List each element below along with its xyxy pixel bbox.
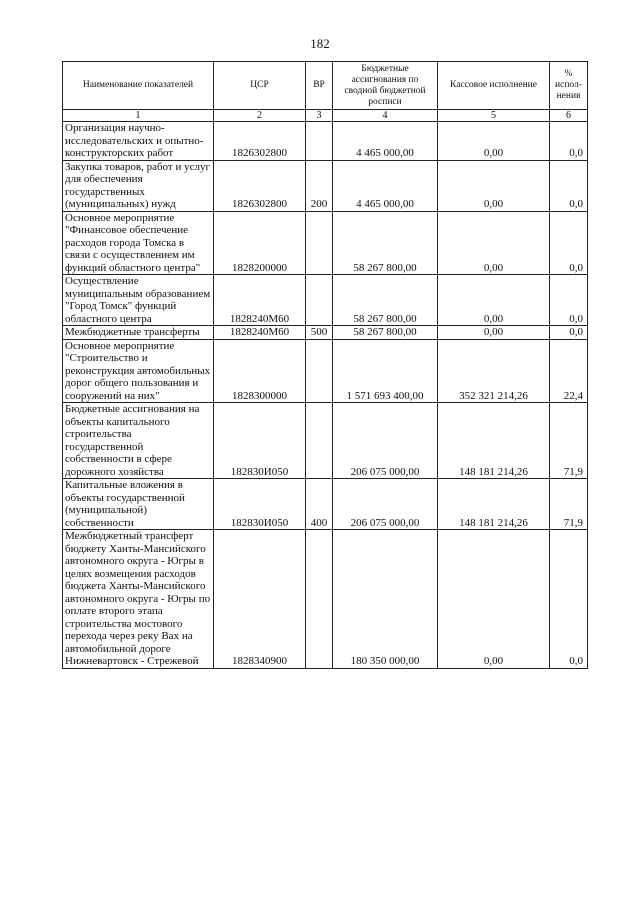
header-vr: ВР [306,62,333,110]
row-vr [306,403,333,479]
row-cash-execution: 0,00 [438,122,550,161]
row-indicator-name: Межбюджетный трансферт бюджету Ханты-Мансийского автономного округа - Югры в целях возмещения расходов бюджета Ханты-Мансийского автономного округа - Югры по оплате второго этапа строительства мостового перехода через реку Вах на автомобильной дороге Нижневартовск - Стрежевой [63,530,214,669]
row-vr [306,339,333,403]
column-number: 6 [550,110,588,122]
row-budget-assigned: 180 350 000,00 [333,530,438,669]
row-cash-execution: 0,00 [438,326,550,340]
row-execution-percent: 0,0 [550,160,588,211]
table-row [63,160,588,211]
header-indicator-name: Наименование показателей [63,62,214,110]
row-vr: 200 [306,160,333,211]
row-vr [306,275,333,326]
row-cash-execution: 0,00 [438,275,550,326]
table-row [63,403,588,479]
row-cash-execution: 0,00 [438,160,550,211]
row-vr [306,122,333,161]
row-execution-percent: 0,0 [550,122,588,161]
row-vr: 400 [306,479,333,530]
column-number: 2 [214,110,306,122]
row-indicator-name: Основное мероприятие "Финансовое обеспечение расходов города Томска в связи с осуществлением им функций областного центра" [63,211,214,275]
table-row [63,122,588,161]
row-indicator-name: Капитальные вложения в объекты государственной (муниципальной) собственности [63,479,214,530]
row-csr: 182830И050 [214,403,306,479]
row-csr: 1828200000 [214,211,306,275]
column-number: 4 [333,110,438,122]
row-cash-execution: 0,00 [438,211,550,275]
row-budget-assigned: 58 267 800,00 [333,326,438,340]
row-csr: 1828240М60 [214,326,306,340]
row-vr [306,211,333,275]
row-budget-assigned: 206 075 000,00 [333,403,438,479]
header-execution-percent: % испол-нения [550,62,588,110]
row-budget-assigned: 4 465 000,00 [333,160,438,211]
row-csr: 1826302800 [214,122,306,161]
row-budget-assigned: 4 465 000,00 [333,122,438,161]
table-row [63,339,588,403]
header-cash-execution: Кассовое исполнение [438,62,550,110]
row-indicator-name: Основное мероприятие "Строительство и реконструкция автомобильных дорог общего пользования и сооружений на них" [63,339,214,403]
row-cash-execution: 148 181 214,26 [438,479,550,530]
row-indicator-name: Осуществление муниципальным образованием "Город Томск" функций областного центра [63,275,214,326]
row-indicator-name: Закупка товаров, работ и услуг для обеспечения государственных (муниципальных) нужд [63,160,214,211]
table-row [63,326,588,340]
row-execution-percent: 0,0 [550,211,588,275]
column-number: 5 [438,110,550,122]
column-number: 3 [306,110,333,122]
row-budget-assigned: 206 075 000,00 [333,479,438,530]
row-execution-percent: 22,4 [550,339,588,403]
row-cash-execution: 352 321 214,26 [438,339,550,403]
row-indicator-name: Межбюджетные трансферты [63,326,214,340]
row-execution-percent: 0,0 [550,530,588,669]
row-execution-percent: 0,0 [550,275,588,326]
table-row [63,479,588,530]
row-csr: 1828300000 [214,339,306,403]
row-vr [306,530,333,669]
row-csr: 1828240М60 [214,275,306,326]
header-budget-assigned: Бюджетные ассигнования по сводной бюджетной росписи [333,62,438,110]
row-vr: 500 [306,326,333,340]
row-budget-assigned: 58 267 800,00 [333,211,438,275]
column-number-row [63,110,588,122]
row-csr: 1826302800 [214,160,306,211]
table-row [63,275,588,326]
budget-execution-table [62,61,588,669]
row-budget-assigned: 58 267 800,00 [333,275,438,326]
row-budget-assigned: 1 571 693 400,00 [333,339,438,403]
table-header-row [63,62,588,110]
column-number: 1 [63,110,214,122]
row-csr: 182830И050 [214,479,306,530]
row-execution-percent: 71,9 [550,403,588,479]
row-execution-percent: 71,9 [550,479,588,530]
table-row [63,530,588,669]
row-execution-percent: 0,0 [550,326,588,340]
row-csr: 1828340900 [214,530,306,669]
row-cash-execution: 148 181 214,26 [438,403,550,479]
row-cash-execution: 0,00 [438,530,550,669]
header-csr: ЦСР [214,62,306,110]
row-indicator-name: Бюджетные ассигнования на объекты капитального строительства государственной собственности в сфере дорожного хозяйства [63,403,214,479]
page-number: 182 [310,36,330,51]
table-row [63,211,588,275]
row-indicator-name: Организация научно-исследовательских и опытно-конструкторских работ [63,122,214,161]
